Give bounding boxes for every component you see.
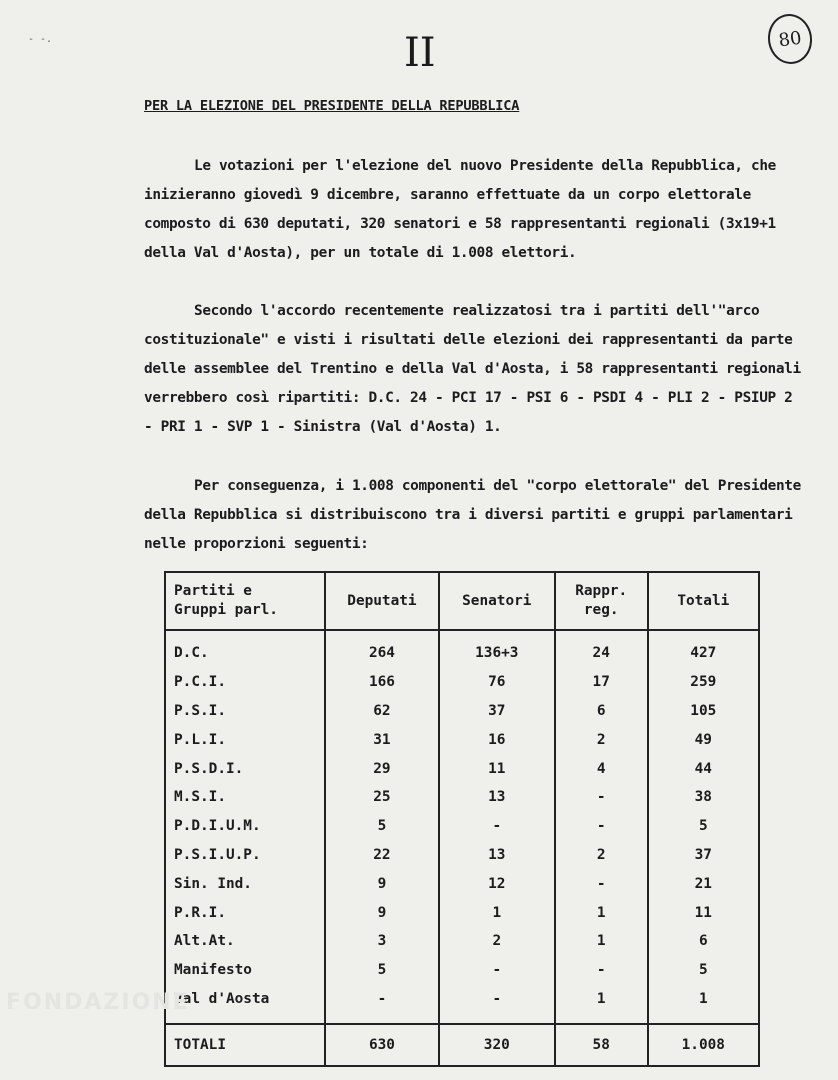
cell-regional: 1 xyxy=(555,927,648,956)
cell-party: P.S.D.I. xyxy=(165,754,325,783)
corner-mark: - -. xyxy=(28,34,53,45)
header-regional: Rappr. reg. xyxy=(555,572,648,630)
cell-total: 259 xyxy=(648,668,759,697)
section-numeral: II xyxy=(404,30,436,76)
cell-deputies: 29 xyxy=(325,754,439,783)
paragraph-1-text: Le votazioni per l'elezione del nuovo Presidente della Repubblica, che inizieranno giovedì 9 dicembre, saranno effettuate da un corpo elettorale composto di 630 deputati, 320 senatori e 58 rappresentanti regionali (3x19+1 della Val d'Aosta), per un totale di 1.008 elettori. xyxy=(144,158,776,261)
total-regional: 58 xyxy=(555,1024,648,1066)
table-row xyxy=(165,812,759,841)
total-label: TOTALI xyxy=(165,1024,325,1066)
cell-regional: 1 xyxy=(555,985,648,1025)
paragraph-3 xyxy=(144,472,808,559)
cell-party: P.R.I. xyxy=(165,898,325,927)
cell-party: P.L.I. xyxy=(165,725,325,754)
cell-regional: 2 xyxy=(555,841,648,870)
cell-regional: - xyxy=(555,869,648,898)
paragraph-2-text: Secondo l'accordo recentemente realizzatosi tra i partiti dell'"arco costituzionale" e visti i risultati delle elezioni dei rappresentanti da parte delle assemblee del Trentino e della Val d'Aosta, i 58 rappresentanti regionali verrebbero così ripartiti: D.C. 24 - PCI 17 - PSI 6 - PSDI 4 - PLI 2 - PSIUP 2 - PRI 1 - SVP 1 - Sinistra (Val d'Aosta) 1. xyxy=(144,303,801,435)
cell-total: 6 xyxy=(648,927,759,956)
table-total-row xyxy=(165,1024,759,1066)
cell-total: 37 xyxy=(648,841,759,870)
document-title: PER LA ELEZIONE DEL PRESIDENTE DELLA REPUBBLICA xyxy=(144,98,520,114)
cell-deputies: - xyxy=(325,985,439,1025)
cell-regional: - xyxy=(555,783,648,812)
cell-party: Manifesto xyxy=(165,956,325,985)
cell-regional: 17 xyxy=(555,668,648,697)
cell-senators: 37 xyxy=(439,697,555,726)
cell-regional: 24 xyxy=(555,630,648,668)
table-row xyxy=(165,697,759,726)
cell-party: P.S.I. xyxy=(165,697,325,726)
cell-deputies: 166 xyxy=(325,668,439,697)
cell-total: 38 xyxy=(648,783,759,812)
cell-senators: 136+3 xyxy=(439,630,555,668)
cell-regional: 2 xyxy=(555,725,648,754)
cell-deputies: 5 xyxy=(325,956,439,985)
cell-total: 427 xyxy=(648,630,759,668)
cell-regional: 6 xyxy=(555,697,648,726)
cell-total: 44 xyxy=(648,754,759,783)
cell-senators: - xyxy=(439,956,555,985)
cell-regional: - xyxy=(555,812,648,841)
paragraph-1 xyxy=(144,152,808,268)
paragraph-3-text: Per conseguenza, i 1.008 componenti del "corpo elettorale" del Presidente della Repubblica si distribuiscono tra i diversi partiti e gruppi parlamentari nelle proporzioni seguenti: xyxy=(144,478,801,552)
cell-total: 49 xyxy=(648,725,759,754)
cell-deputies: 22 xyxy=(325,841,439,870)
cell-deputies: 264 xyxy=(325,630,439,668)
cell-deputies: 62 xyxy=(325,697,439,726)
cell-regional: - xyxy=(555,956,648,985)
cell-total: 1 xyxy=(648,985,759,1025)
electoral-body-table xyxy=(164,571,760,1067)
cell-total: 105 xyxy=(648,697,759,726)
cell-party: M.S.I. xyxy=(165,783,325,812)
cell-senators: 2 xyxy=(439,927,555,956)
cell-deputies: 9 xyxy=(325,869,439,898)
cell-deputies: 31 xyxy=(325,725,439,754)
total-deputies: 630 xyxy=(325,1024,439,1066)
cell-deputies: 9 xyxy=(325,898,439,927)
cell-total: 21 xyxy=(648,869,759,898)
cell-party: Val d'Aosta xyxy=(165,985,325,1025)
total-overall: 1.008 xyxy=(648,1024,759,1066)
cell-senators: - xyxy=(439,812,555,841)
cell-party: P.D.I.U.M. xyxy=(165,812,325,841)
cell-party: D.C. xyxy=(165,630,325,668)
cell-senators: 12 xyxy=(439,869,555,898)
cell-deputies: 3 xyxy=(325,927,439,956)
cell-party: P.C.I. xyxy=(165,668,325,697)
table-header-row xyxy=(165,572,759,630)
table-row xyxy=(165,630,759,668)
header-totals: Totali xyxy=(648,572,759,630)
table-row xyxy=(165,725,759,754)
table-row xyxy=(165,956,759,985)
page-number: 80 xyxy=(777,27,803,51)
header-deputies: Deputati xyxy=(325,572,439,630)
cell-deputies: 5 xyxy=(325,812,439,841)
cell-senators: 13 xyxy=(439,783,555,812)
table-row xyxy=(165,869,759,898)
table-body xyxy=(165,630,759,1024)
table-row xyxy=(165,668,759,697)
table-row xyxy=(165,754,759,783)
cell-regional: 1 xyxy=(555,898,648,927)
header-senators: Senatori xyxy=(439,572,555,630)
cell-senators: 16 xyxy=(439,725,555,754)
table-row xyxy=(165,898,759,927)
cell-total: 5 xyxy=(648,956,759,985)
cell-senators: 11 xyxy=(439,754,555,783)
cell-senators: 1 xyxy=(439,898,555,927)
cell-senators: 76 xyxy=(439,668,555,697)
cell-party: Alt.At. xyxy=(165,927,325,956)
cell-senators: 13 xyxy=(439,841,555,870)
header-party: Partiti e Gruppi parl. xyxy=(165,572,325,630)
table-row xyxy=(165,783,759,812)
cell-total: 5 xyxy=(648,812,759,841)
cell-senators: - xyxy=(439,985,555,1025)
table-row xyxy=(165,927,759,956)
cell-total: 11 xyxy=(648,898,759,927)
cell-party: P.S.I.U.P. xyxy=(165,841,325,870)
cell-party: Sin. Ind. xyxy=(165,869,325,898)
table-row xyxy=(165,985,759,1025)
page-number-stamp xyxy=(765,11,816,67)
table-row xyxy=(165,841,759,870)
total-senators: 320 xyxy=(439,1024,555,1066)
paragraph-2 xyxy=(144,297,808,442)
archive-watermark: FONDAZIONE xyxy=(6,990,190,1015)
cell-deputies: 25 xyxy=(325,783,439,812)
cell-regional: 4 xyxy=(555,754,648,783)
